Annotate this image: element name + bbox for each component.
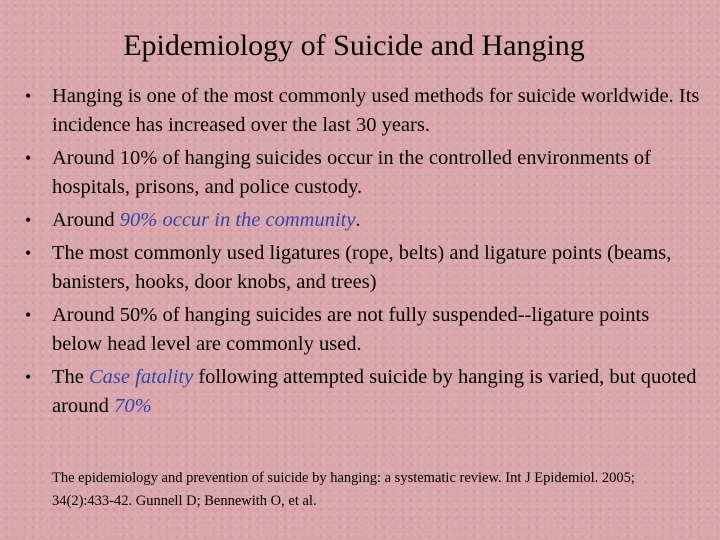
bullet-dot-icon: • [25, 86, 32, 106]
bullet-highlight: Case fatality [89, 366, 194, 388]
bullet-item-2 [22, 144, 702, 202]
slide-title: Epidemiology of Suicide and Hanging [123, 29, 585, 62]
bullet-dot-icon: • [25, 305, 32, 325]
bullet-text-post: . [355, 209, 361, 231]
bullet-text-pre: The [52, 366, 89, 388]
bullet-dot-icon: • [25, 243, 32, 263]
bullet-dot-icon: • [25, 367, 32, 387]
bullet-highlight-2: 70% [114, 395, 152, 417]
bullet-text: Around 10% of hanging suicides occur in the controlled environments of hospitals, prisons, and police custody. [52, 147, 651, 198]
citation-text: The epidemiology and prevention of suicide by hanging: a systematic review. Int J Epidemiol. 2005; 34(2):433-42. Gunnell D; Bennewith O, et al. [52, 470, 635, 509]
bullet-list [22, 82, 702, 425]
bullet-text: Around 50% of hanging suicides are not fully suspended--ligature points below head level are commonly used. [52, 304, 650, 355]
bullet-item-6 [22, 363, 702, 421]
bullet-text: Hanging is one of the most commonly used methods for suicide worldwide. Its incidence has increased over the last 30 years. [52, 85, 700, 136]
bullet-item-1 [22, 82, 702, 140]
bullet-text-mid: following attempted suicide by hanging is varied, but quoted around [52, 366, 697, 417]
bullet-text-pre: Around [52, 209, 120, 231]
bullet-item-3 [22, 206, 702, 235]
bullet-item-4 [22, 239, 702, 297]
bullet-text: The most commonly used ligatures (rope, belts) and ligature points (beams, banisters, hooks, door knobs, and trees) [52, 242, 672, 293]
bullet-item-5 [22, 301, 702, 359]
bullet-dot-icon: • [25, 148, 32, 168]
bullet-highlight: 90% occur in the community [119, 209, 356, 231]
bullet-dot-icon: • [25, 210, 32, 230]
